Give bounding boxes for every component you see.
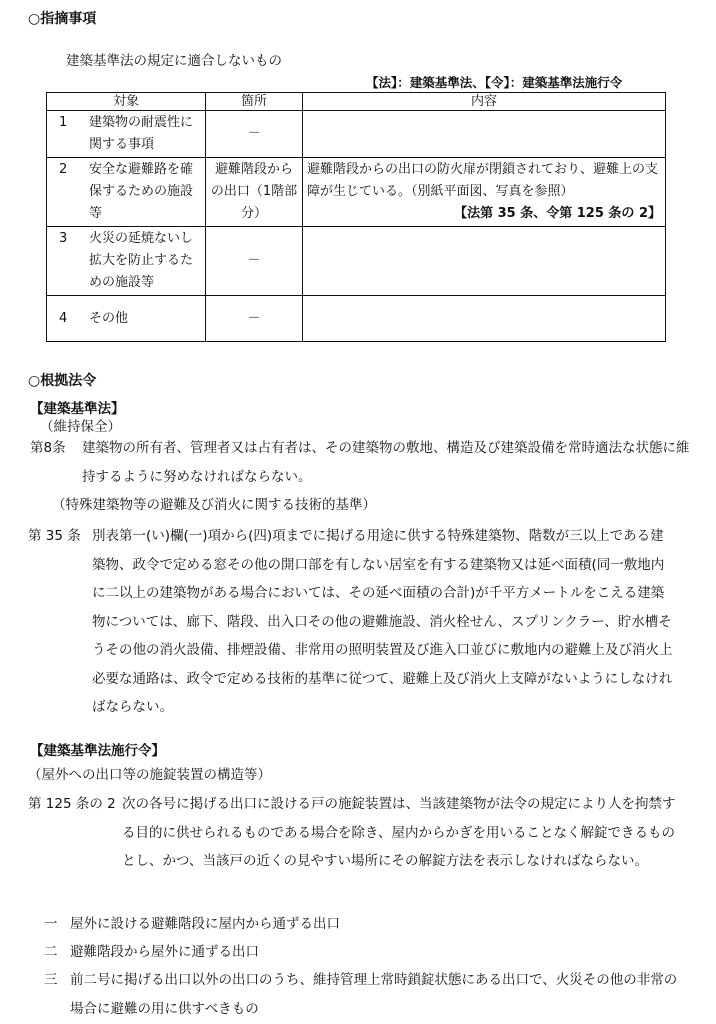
article-35 (28, 522, 676, 722)
table-row (47, 158, 666, 227)
cell-place: 避難階段からの出口（1階部分） (206, 158, 303, 227)
cell-place: － (206, 111, 303, 158)
item-number: 一 (44, 916, 58, 932)
section-caption-locks: （屋外への出口等の施錠装置の構造等） (28, 767, 271, 783)
article-8 (30, 434, 690, 491)
cell-target (47, 296, 206, 342)
list-item (44, 938, 684, 967)
findings-table (46, 92, 666, 342)
target-text: 建築物の耐震性に関する事項 (89, 115, 194, 152)
article-label: 第 35 条 (28, 528, 81, 544)
article-label: 第8条 (30, 440, 66, 456)
target-text: その他 (89, 310, 129, 326)
abbreviation-legend: 【法】：建築基準法、【令】：建築基準法施行令 (366, 75, 623, 90)
row-number: 4 (59, 310, 68, 326)
article-text: 建築物の所有者、管理者又は占有者は、その建築物の敷地、構造及び建築設備を常時適法な状態に維持するように努めなければならない。 (82, 440, 690, 485)
header-content: 内容 (303, 93, 666, 111)
table-row (47, 111, 666, 158)
cell-content (303, 296, 666, 342)
table-row (47, 296, 666, 342)
article-label: 第 125 条の 2 (28, 796, 116, 812)
row-number: 2 (59, 162, 68, 177)
item-number: 三 (44, 972, 58, 988)
section-caption-evacuation: （特殊建築物等の避難及び消火に関する技術的基準） (52, 497, 376, 513)
cell-content (303, 111, 666, 158)
cell-target (47, 158, 206, 227)
list-item (44, 910, 684, 939)
row-number: 1 (59, 115, 68, 130)
legal-reference: 【法第 35 条、令第 125 条の 2】 (454, 206, 661, 221)
article-text: 次の各号に掲げる出口に設ける戸の施錠装置は、当該建築物が法令の規定により人を拘禁する目的に供せられるものである場合を除き、屋内からかぎを用いることなく解錠できるものとし、かつ、当該戸の近くの見やすい場所にその解錠方法を表示しなければならない。 (122, 796, 676, 869)
heading-findings: ○指摘事項 (28, 11, 97, 27)
target-text: 火災の延焼ないし拡大を防止するための施設等 (89, 231, 194, 290)
header-target: 対象 (47, 93, 206, 111)
item-text: 屋外に設ける避難階段に屋内から通ずる出口 (70, 916, 340, 932)
cell-place: － (206, 296, 303, 342)
article-125-2 (28, 790, 688, 876)
subheading-noncompliance: 建築基準法の規定に適合しないもの (66, 53, 282, 69)
table-row (47, 227, 666, 296)
content-text: 避難階段からの出口の防火扉が閉鎖されており、避難上の支障が生じている。（別紙平面図、写真を参照） (307, 162, 659, 199)
cell-content (303, 227, 666, 296)
law-title-building-standards-act: 【建築基準法】 (30, 401, 125, 417)
target-text: 安全な避難路を確保するための施設等 (89, 162, 194, 221)
cell-target (47, 227, 206, 296)
cell-target (47, 111, 206, 158)
table-header-row (47, 93, 666, 111)
cell-content (303, 158, 666, 227)
section-caption-maintenance: （維持保全） (40, 419, 121, 435)
article-text: 別表第一(い)欄(一)項から(四)項までに掲げる用途に供する特殊建築物、階数が三以上である建築物、政令で定める窓その他の開口部を有しない居室を有する建築物又は延べ面積(同一敷地内に二以上の建築物がある場合においては、その延べ面積の合計)が千平方メートルをこえる建築物については、廊下、階段、出入口その他の避難施設、消火栓せん、スプリンクラー、貯水槽そうその他の消火設備、排煙設備、非常用の照明装置及び進入口並びに敷地内の避難上及び消火上必要な通路は、政令で定める技術的基準に従つて、避難上及び消火上支障がないようにしなければならない。 (92, 528, 673, 715)
heading-legal-basis: ○根拠法令 (28, 373, 97, 389)
cell-place: － (206, 227, 303, 296)
list-item (44, 966, 684, 1023)
item-text: 前二号に掲げる出口以外の出口のうち、維持管理上常時鎖錠状態にある出口で、火災その他の非常の場合に避難の用に供すべきもの (70, 972, 678, 1017)
row-number: 3 (59, 231, 68, 246)
item-text: 避難階段から屋外に通ずる出口 (70, 944, 259, 960)
item-number: 二 (44, 944, 58, 960)
header-place: 箇所 (206, 93, 303, 111)
law-title-enforcement-order: 【建築基準法施行令】 (30, 743, 165, 759)
